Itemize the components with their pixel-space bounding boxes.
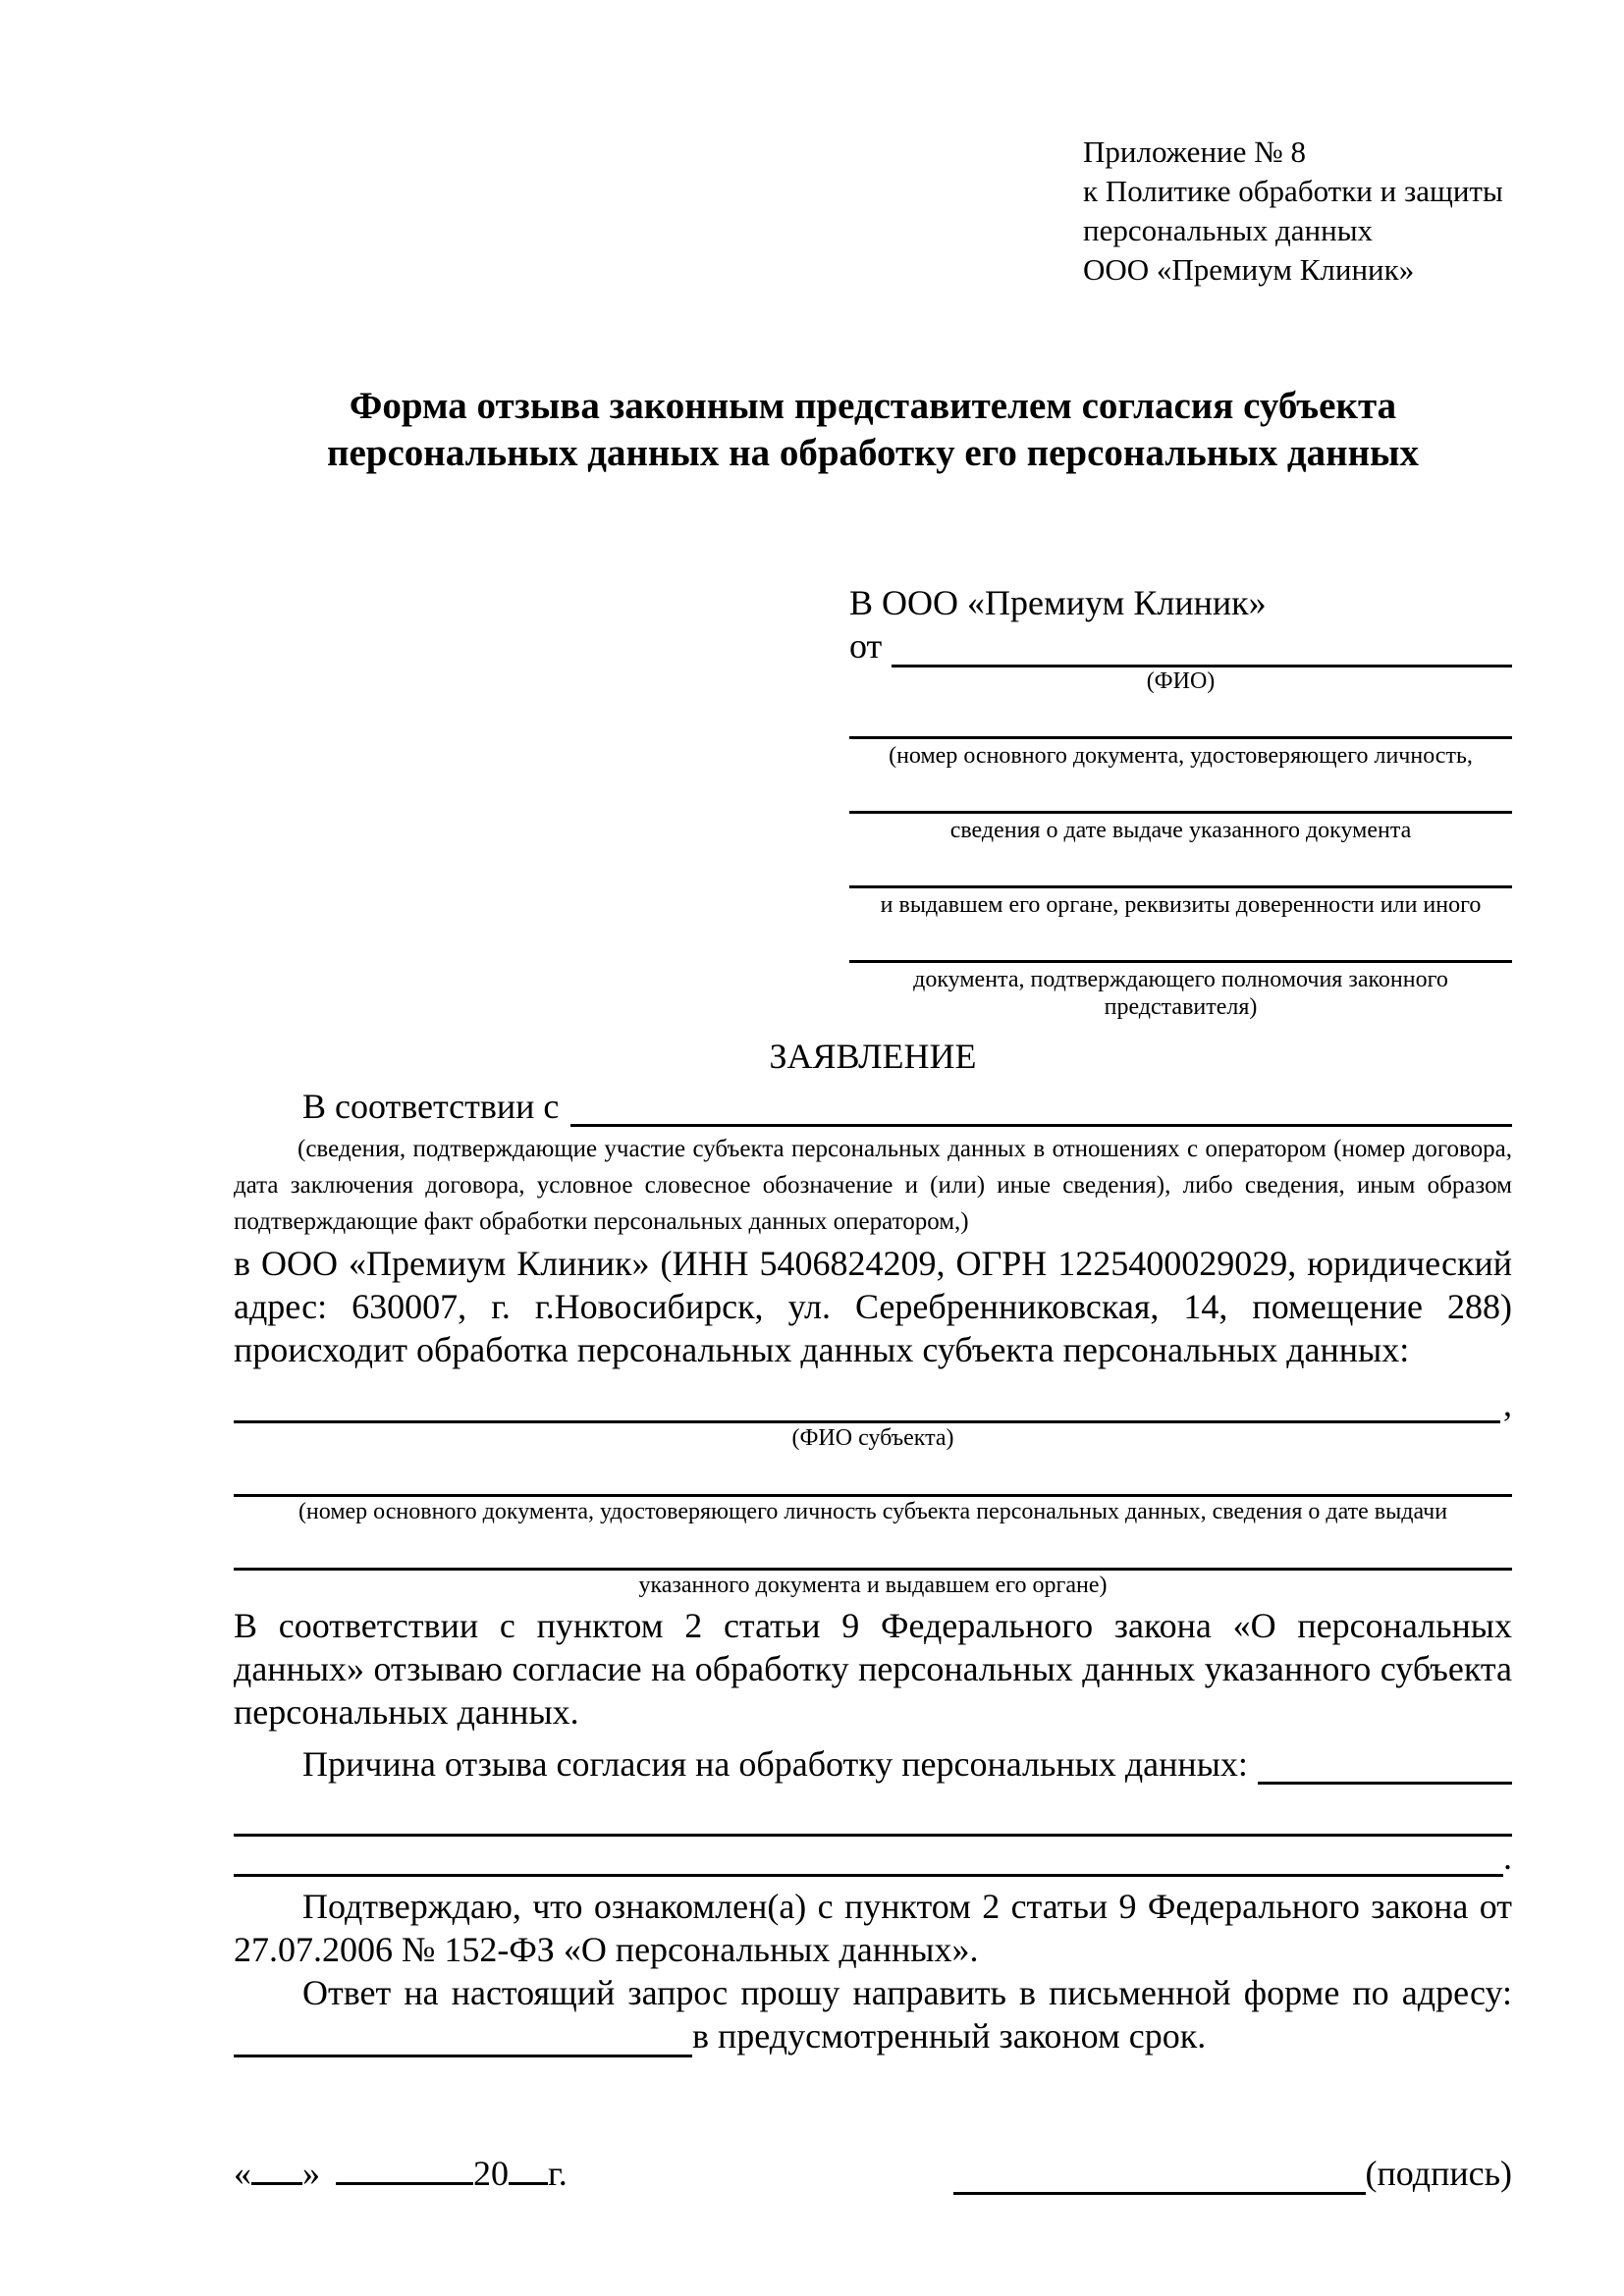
trailing-comma: , (1503, 1384, 1512, 1423)
withdrawal-paragraph: В соответствии с пунктом 2 статьи 9 Федерального закона «О персональных данных» отзываю согласие на обработку персональных данных указанного субъекта персональных данных. (234, 1606, 1512, 1732)
accordance-blank-line (570, 1087, 1512, 1127)
signature-caption: (подпись) (1365, 2154, 1512, 2193)
signature-blank-line (953, 2155, 1366, 2195)
appendix-line: персональных данных (1083, 213, 1374, 247)
blank-line (849, 770, 1512, 814)
blank-line (849, 919, 1512, 963)
statement-heading: ЗАЯВЛЕНИЕ (769, 1037, 977, 1076)
addressee-block (849, 581, 1512, 1021)
operator-paragraph: в ООО «Премиум Клиник» (ИНН 5406824209, ОГРН 1225400029029, юридический адрес: 630007, г. г.Новосибирск, ул. Серебренниковская, 14, помещение 288) происходит обработка персональных данных субъекта персональных данных: (234, 1244, 1512, 1369)
date-open-quote: « (234, 2154, 251, 2193)
field-caption: (номер основного документа, удостоверяющего личность субъекта персональных данных, сведения о дате выдачи (298, 1499, 1448, 1524)
reason-blank-line (1258, 1744, 1512, 1785)
accordance-row (234, 1078, 1512, 1127)
reason-row (234, 1734, 1512, 1785)
document-title: Форма отзыва законным представителем согласия субъекта персональных данных на обработку его персональных данных (326, 385, 1420, 474)
year-suffix: г. (548, 2154, 568, 2193)
from-label: от (849, 626, 883, 666)
addressee-to: В ООО «Премиум Клиник» (849, 583, 1267, 622)
answer-suffix: в предусмотренный законом срок. (692, 2016, 1207, 2056)
subject-fio-row (234, 1381, 1512, 1423)
appendix-line: ООО «Премиум Клиник» (1083, 252, 1415, 287)
blank-line-row (234, 1837, 1512, 1877)
blank-line (849, 844, 1512, 888)
appendix-line: к Политике обработки и защиты (1083, 174, 1503, 208)
field-caption: (номер основного документа, удостоверяющего личность, (889, 743, 1473, 769)
address-blank-line (234, 2017, 692, 2057)
year-blank-line (509, 2180, 548, 2185)
representative-fio-blank-line (892, 627, 1512, 667)
blank-line (234, 1837, 1503, 1877)
confirm-paragraph: Подтверждаю, что ознакомлен(а) с пунктом 2 статьи 9 Федерального закона от 27.07.2006 № 152-ФЗ «О персональных данных». (234, 1887, 1512, 1969)
blank-line (234, 1526, 1512, 1571)
month-blank-line (336, 2180, 473, 2185)
subject-fio-blank-line (234, 1381, 1500, 1423)
field-caption: и выдавшем его органе, реквизиты доверенности или иного (880, 892, 1482, 918)
year-prefix: 20 (473, 2154, 509, 2193)
appendix-block (1083, 133, 1512, 290)
blank-line (849, 695, 1512, 739)
date-close-quote: » (302, 2154, 320, 2193)
from-row (849, 624, 1512, 667)
reason-label: Причина отзыва согласия на обработку персональных данных: (302, 1744, 1248, 1784)
signature-field (953, 2152, 1512, 2195)
trailing-period: . (1503, 1838, 1512, 1877)
field-caption: указанного документа и выдавшем его органе) (638, 1573, 1108, 1598)
footnote-text: (сведения, подтверждающие участие субъекта персональных данных в отношениях с оператором (номер договора, дата заключения договора, условное словесное обозначение и (или) иные сведения), либо сведения, иным образом подтверждающие факт обработки персональных данных оператором,) (234, 1136, 1512, 1235)
field-caption-fio: (ФИО) (1146, 668, 1216, 694)
day-blank-line (251, 2180, 302, 2185)
field-caption-subject-fio: (ФИО субъекта) (791, 1425, 954, 1451)
blank-line (234, 1785, 1512, 1837)
appendix-line: Приложение № 8 (1083, 134, 1306, 169)
field-caption: документа, подтверждающего полномочия законного представителя) (913, 967, 1448, 1020)
signature-row (234, 2152, 1512, 2195)
answer-paragraph: Ответ на настоящий запрос прошу направить в письменной форме по адресу: (302, 1973, 1512, 2012)
field-caption: сведения о дате выдаче указанного документа (949, 818, 1412, 843)
date-field (234, 2152, 568, 2195)
accordance-label: В соответствии с (302, 1087, 560, 1126)
answer-address-row (234, 2014, 1512, 2057)
blank-line (234, 1453, 1512, 1497)
